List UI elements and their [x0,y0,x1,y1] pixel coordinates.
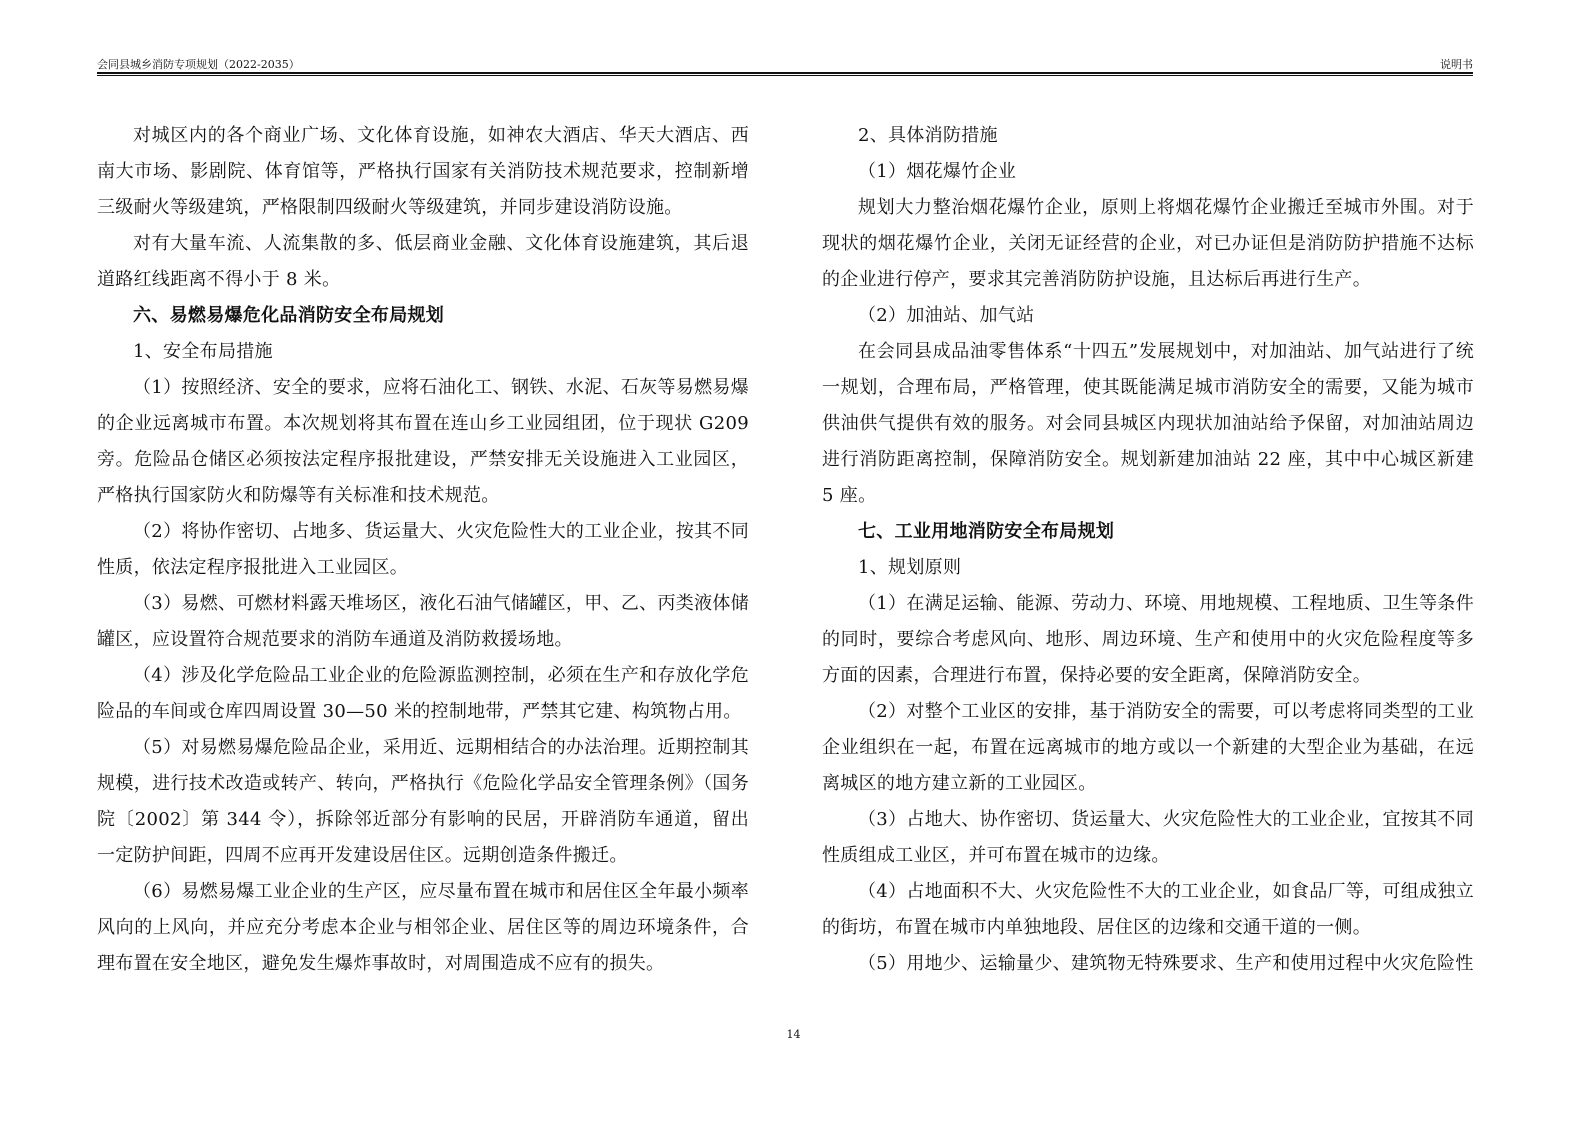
paragraph: 对城区内的各个商业广场、文化体育设施，如神农大酒店、华天大酒店、西南大市场、影剧院、体育馆等，严格执行国家有关消防技术规范要求，控制新增三级耐火等级建筑，严格限制四级耐火等级建筑，并同步建设消防设施。 [97,125,749,218]
right-column [822,118,1474,982]
subsection-heading: 1、安全布局措施 [133,341,273,362]
paragraph: （6）易燃易爆工业企业的生产区，应尽量布置在城市和居住区全年最小频率风向的上风向，并应充分考虑本企业与相邻企业、居住区等的周边环境条件，合理布置在安全地区，避免发生爆炸事故时，对周围造成不应有的损失。 [97,881,749,974]
paragraph: （5）用地少、运输量少、建筑物无特殊要求、生产和使用过程中火灾危险性 [858,953,1474,974]
paragraph: 对有大量车流、人流集散的多、低层商业金融、文化体育设施建筑，其后退道路红线距离不得小于 8 米。 [97,233,749,290]
paragraph: （4）涉及化学危险品工业企业的危险源监测控制，必须在生产和存放化学危险品的车间或仓库四周设置 30—50 米的控制地带，严禁其它建、构筑物占用。 [97,665,749,722]
page-number: 14 [786,1028,801,1041]
page-header [97,58,1473,72]
document-title: 会同县城乡消防专项规划（2022-2035） [97,58,300,71]
left-column [97,118,749,982]
paragraph: （1）按照经济、安全的要求，应将石油化工、钢铁、水泥、石灰等易燃易爆的企业远离城市布置。本次规划将其布置在连山乡工业园组团，位于现状 G209 旁。危险品仓储区必须按法定程序报批建设，严禁安排无关设施进入工业园区，严格执行国家防火和防爆等有关标准和技术规范。 [97,377,749,506]
subsection-heading: 2、具体消防措施 [858,125,998,146]
section-heading: 六、易燃易爆危化品消防安全布局规划 [133,305,445,326]
paragraph: （3）占地大、协作密切、货运量大、火灾危险性大的工业企业，宜按其不同性质组成工业区，并可布置在城市的边缘。 [822,809,1474,866]
paragraph: （4）占地面积不大、火灾危险性不大的工业企业，如食品厂等，可组成独立的街坊，布置在城市内单独地段、居住区的边缘和交通干道的一侧。 [822,881,1474,938]
paragraph: （1）在满足运输、能源、劳动力、环境、用地规模、工程地质、卫生等条件的同时，要综合考虑风向、地形、周边环境、生产和使用中的火灾危险程度等多方面的因素，合理进行布置，保持必要的安全距离，保障消防安全。 [822,593,1474,686]
subsection-heading: 1、规划原则 [858,557,962,578]
subsection-heading: （1）烟花爆竹企业 [858,161,1017,182]
paragraph: （2）对整个工业区的安排，基于消防安全的需要，可以考虑将同类型的工业企业组织在一起，布置在远离城市的地方或以一个新建的大型企业为基础，在远离城区的地方建立新的工业园区。 [822,701,1474,794]
paragraph: 在会同县成品油零售体系“十四五”发展规划中，对加油站、加气站进行了统一规划，合理布局，严格管理，使其既能满足城市消防安全的需要，又能为城市供油供气提供有效的服务。对会同县城区内现状加油站给予保留，对加油站周边进行消防距离控制，保障消防安全。规划新建加油站 22 座，其中中心城区新建 5 座。 [822,341,1474,506]
paragraph: （5）对易燃易爆危险品企业，采用近、远期相结合的办法治理。近期控制其规模，进行技术改造或转产、转向，严格执行《危险化学品安全管理条例》（国务院〔2002〕第 344 令），拆除邻近部分有影响的民居，开辟消防车通道，留出一定防护间距，四周不应再开发建设居住区。远期创造条件搬迁。 [97,737,749,866]
document-type: 说明书 [1440,58,1473,71]
paragraph: （3）易燃、可燃材料露天堆场区，液化石油气储罐区，甲、乙、丙类液体储罐区，应设置符合规范要求的消防车通道及消防救援场地。 [97,593,749,650]
paragraph: （2）将协作密切、占地多、货运量大、火灾危险性大的工业企业，按其不同性质，依法定程序报批进入工业园区。 [97,521,749,578]
subsection-heading: （2）加油站、加气站 [858,305,1035,326]
section-heading: 七、工业用地消防安全布局规划 [858,521,1115,542]
paragraph: 规划大力整治烟花爆竹企业，原则上将烟花爆竹企业搬迁至城市外围。对于现状的烟花爆竹企业，关闭无证经营的企业，对已办证但是消防防护措施不达标的企业进行停产，要求其完善消防防护设施，且达标后再进行生产。 [822,197,1474,290]
header-rule-thin [97,75,1473,76]
header-rule-thick [97,72,1473,74]
